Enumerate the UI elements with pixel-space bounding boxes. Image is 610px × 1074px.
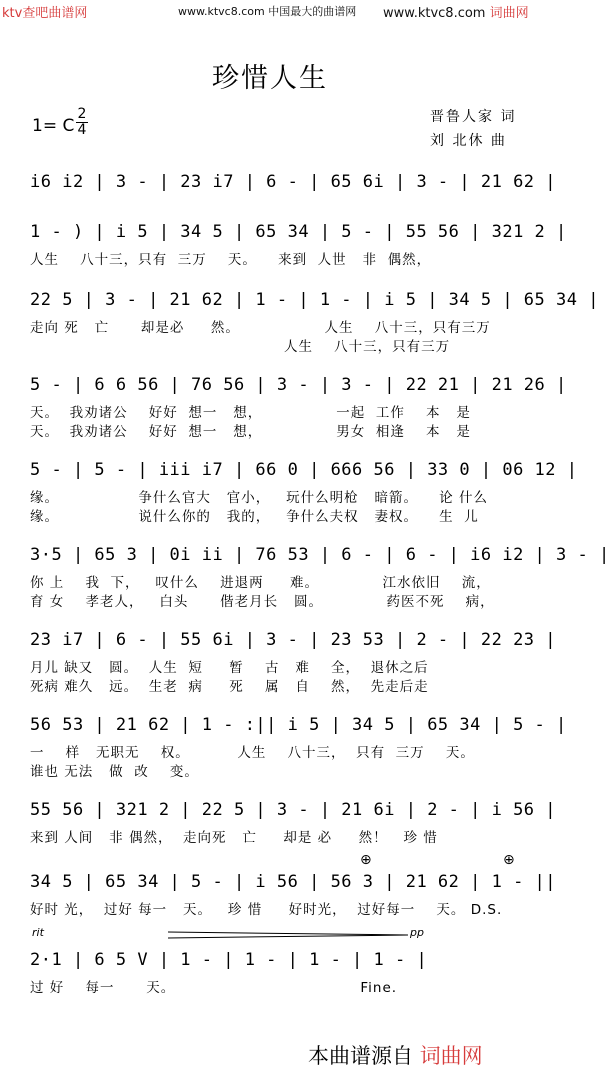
score-line-9: 55 56 | 321 2 | 22 5 | 3 - | 21 6i | 2 - | i 56 | <box>30 800 557 820</box>
score-line-5: 5 - | 5 - | iii i7 | 66 0 | 666 56 | 33 0 | 06 12 | <box>30 460 578 480</box>
lyric-line: 走向 死 亡 却是必 然。 人生 八十三，只有三万 <box>30 320 491 336</box>
source-footer <box>308 1040 483 1070</box>
coda-icon: ⊕ <box>503 852 515 868</box>
time-bottom: 4 <box>77 122 87 138</box>
time-signature <box>76 108 88 137</box>
lyric-line: 谁也 无法 做 改 变。 <box>30 764 199 780</box>
score-line-6: 3·5 | 65 3 | 0i ii | 76 53 | 6 - | 6 - | i6 i2 | 3 - | <box>30 545 610 565</box>
lyric-line: 人生 八十三，只有三万 <box>30 339 451 355</box>
lyric-line: 死病 难久 远。 生老 病 死 属 自 然， 先走后走 <box>30 679 429 695</box>
composer-credit: 刘 北休 曲 <box>430 133 507 149</box>
time-top: 2 <box>77 106 87 122</box>
lyric-line: 过 好 每一 天。 Fine. <box>30 980 398 996</box>
site-tagline: www.ktvc8.com 中国最大的曲谱网 <box>178 5 357 18</box>
footer-brand: 词曲网 <box>419 1044 483 1068</box>
site-logo-left: ktv查吧曲谱网 <box>2 6 88 21</box>
lyric-line: 来到 人间 非 偶然， 走向死 亡 却是 必 然！ 珍 惜 <box>30 830 438 846</box>
score-line-10: 34 5 | 65 34 | 5 - | i 56 | 56 3 | 21 62 | 1 - || <box>30 872 557 892</box>
score-line-7: 23 i7 | 6 - | 55 6i | 3 - | 23 53 | 2 - | 22 23 | <box>30 630 557 650</box>
score-line-4: 5 - | 6 6 56 | 76 56 | 3 - | 3 - | 22 21 | 21 26 | <box>30 375 567 395</box>
lyric-line: 月儿 缺又 圆。 人生 短 暂 古 难 全， 退休之后 <box>30 660 429 676</box>
lyric-line: 好时 光， 过好 每一 天。 珍 惜 好时光， 过好每一 天。 D.S. <box>30 902 503 918</box>
lyric-line: 天。 我劝诸公 好好 想一 想， 一起 工作 本 是 <box>30 405 471 421</box>
lyric-line: 缘。 说什么你的 我的， 争什么夫权 妻权。 生 儿 <box>30 509 479 525</box>
score-line-1: i6 i2 | 3 - | 23 i7 | 6 - | 65 6i | 3 - | 21 62 | <box>30 172 557 192</box>
lyric-line: 你 上 我 下， 叹什么 进退两 难。 江水依旧 流， <box>30 575 491 591</box>
site-url: www.ktvc8.com <box>383 6 486 21</box>
lyric-line: 育 女 孝老人， 白头 偕老月长 圆。 药医不死 病， <box>30 594 495 610</box>
score-line-8: 56 53 | 21 62 | 1 - :|| i 5 | 34 5 | 65 34 | 5 - | <box>30 715 567 735</box>
score-line-3: 22 5 | 3 - | 21 62 | 1 - | 1 - | i 5 | 34 5 | 65 34 | <box>30 290 599 310</box>
site-logo-right <box>383 2 529 21</box>
lyric-line: 一 样 无职无 权。 人生 八十三， 只有 三万 天。 <box>30 745 475 761</box>
pp-mark: pp <box>410 926 424 939</box>
diminuendo-line <box>168 930 408 940</box>
rit-mark: rit <box>32 926 44 939</box>
lyric-line: 天。 我劝诸公 好好 想一 想， 男女 相逢 本 是 <box>30 424 471 440</box>
site-brand: 词曲网 <box>489 6 529 21</box>
score-line-2: 1 - ) | i 5 | 34 5 | 65 34 | 5 - | 55 56 | 321 2 | <box>30 222 567 242</box>
lyricist-credit: 晋鲁人家 词 <box>430 109 517 125</box>
song-title: 珍惜人生 <box>212 63 328 94</box>
coda-icon: ⊕ <box>360 852 372 868</box>
footer-text: 本曲谱源自 <box>308 1044 413 1068</box>
lyric-line: 人生 八十三，只有 三万 天。 来到 人世 非 偶然， <box>30 252 432 268</box>
key-signature: 1= C <box>32 116 75 136</box>
lyric-line: 缘。 争什么官大 官小， 玩什么明枪 暗箭。 论 什么 <box>30 490 488 506</box>
score-line-11: 2·1 | 6 5 V | 1 - | 1 - | 1 - | 1 - | <box>30 950 428 970</box>
